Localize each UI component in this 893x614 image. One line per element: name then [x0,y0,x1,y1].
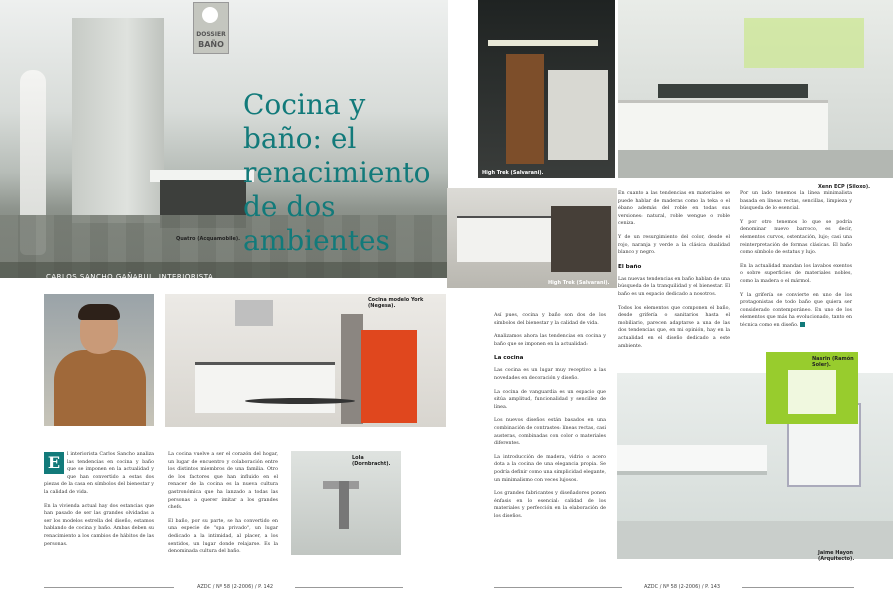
author-portrait [44,294,154,426]
kitchen-photo-xenn [618,0,893,178]
caption-kr3: High Trek (Salvarani). [548,280,610,286]
paragraph: Por un lado tenemos la línea minimalista basada en líneas rectas, sencillas, limpieza y búsqueda de lo esencial. [740,191,852,212]
right-column-1 [494,312,606,526]
badge-line2: BAÑO [198,40,224,49]
closing-text: Y la grifería se convierte en uno de los protagonistas de todo baño que quiera ser considerado contemporáneo. En uno de los elementos que más ha evolucionado, tanto en técnica como en diseño. [740,292,852,328]
drop-cap: E [44,452,64,474]
paragraph: Los nuevos diseños están basados en una combinación de contrastes: líneas rectas, casi austeras, combinadas con color o materiales diferentes. [494,418,606,447]
paragraph: Así pues, cocina y baño son dos de los símbolos del bienestar y la calidad de vida. [494,313,606,326]
heading-cocina: La cocina [494,355,524,362]
footer-left: AZDC / Nº 58 (2-2006) / P. 142 [196,584,274,590]
tap-icon [202,7,218,23]
paragraph: En la actualidad mandan los lavabos exentos o sobre superficies de materiales nobles, como la madera o el mármol. [740,263,852,284]
left-column-2 [168,451,278,562]
kitchen-photo-york [165,294,446,427]
heading-bano: El baño [618,263,642,270]
footer-rule-left [44,587,174,588]
paragraph: La cocina de vanguardia es un espacio que sitúa amplitud, funcionalidad y sencillez de línea. [494,389,606,410]
paragraph: Los grandes fabricantes y diseñadores ponen énfasis en lo esencial: calidad de los materiales y perfección en la elaboración de los diseños. [494,491,606,519]
right-column-2 [618,190,730,356]
kitchen-photo-hightrek [478,0,615,178]
intro-paragraph [44,451,154,497]
paragraph: Analizamos ahora las tendencias en cocina y baño que se imponen en la actualidad: [494,334,606,347]
paragraph: En la vivienda actual hay dos estancias que han pasado de ser las grandes olvidadas a ser los modelos estrella del diseño, estamos hablando de cocina y baño. Ambas deben su renacimiento a los cambios de hábitos de las personas. [44,503,154,547]
author-credit [46,272,213,294]
left-column-1 [44,451,154,554]
caption-bath: Jaime Hayon (Arquitecto). [818,550,855,562]
right-column-3 [740,190,852,336]
section-badge [193,2,229,54]
kitchen-photo-hightrek-2 [447,188,617,288]
paragraph: Todos los elementos que componen el baño, desde grifería o sanitarios hasta el mobiliario, parecen adaptarse a una de las dos tendencias que, en mi opinión, hay en la actualidad en el diseño dedicado a este ambiente. [618,305,730,349]
footer-right: AZDC / Nº 58 (2-2006) / P. 143 [643,584,721,590]
intro-text: l interiorista Carlos Sancho analiza las tendencias en cocina y baño que se imponen en la actualidad y que han convertido a estas dos piezas de la casa en símbolos del bienestar y la calidad de vida. [44,452,154,495]
paragraph: La cocina vuelve a ser el corazón del hogar, un lugar de encuentro y colaboración entre los distintos miembros de una familia. Otro de los factores que han influido en el renacer de la cocina es la nueva cultura gastronómica que ha lanzado a todas las personas a querer imitar a los grandes chefs. [168,452,278,511]
footer-rule-right2 [742,587,854,588]
caption-tap: Lola (Dornbracht). [352,455,391,467]
paragraph: Las cocina es un lugar muy receptivo a las novedades en decoración y diseño. [494,368,606,381]
caption-hero: Quatro (Acquamobile). [176,236,241,242]
paragraph: En cuanto a las tendencias en materiales se puede hablar de maderas como la teka o el ébano además del roble en todas sus versiones: natural, roble wengue o roble ceniza. [618,191,730,227]
paragraph: El baño, por su parte, se ha convertido en una especie de "spa privado", un lugar dedicado a la intimidad, al placer, a los sentidos, un lugar donde relajarse. Es la denominada cultura del baño. [168,518,278,555]
caption-green: Nasrin (Ramón Soler). [812,356,854,368]
paragraph: Y de un resurgimiento del color, desde el rojo, naranja y verde a la clásica dualidad blanco y negro. [618,234,730,256]
caption-kitchen1: Cocina modelo York (Negesa). [368,297,424,309]
paragraph: Y por otro tenemos lo que se podría denominar nuevo barroco, es decir, elementos curvos, ostentación, lujo; casi una reinterpretación de formas clásicas. El baño como símbolo de estatus y lujo. [740,219,852,256]
page-title: Cocina y baño: el renacimiento de dos ambientes [243,88,431,257]
author-line1: CARLOS SANCHO GAÑARUL. INTERIORISTA [46,273,214,281]
badge-line1: DOSSIER [196,31,226,38]
paragraph: Las nuevas tendencias en baño hablan de una búsqueda de la tranquilidad y el bienestar. El baño es un espacio dedicado a nosotros. [618,276,730,297]
caption-kr2: Xenn ECP (Siloxo). [818,184,871,190]
footer-rule-left2 [295,587,403,588]
paragraph: La introducción de madera, vidrio o acero dota a la cocina de una elegancia propia. Se podría definir como una simplicidad elegante, un minimalismo con veces lujosos. [494,454,606,483]
footer-rule-right [494,587,622,588]
paragraph [740,292,852,330]
caption-kr1: High Trek (Salvarani). [482,170,544,176]
end-mark-icon [800,322,805,327]
author-line2: OFFICE HOGAR COCINA Y BAÑO S.L. [46,284,189,292]
